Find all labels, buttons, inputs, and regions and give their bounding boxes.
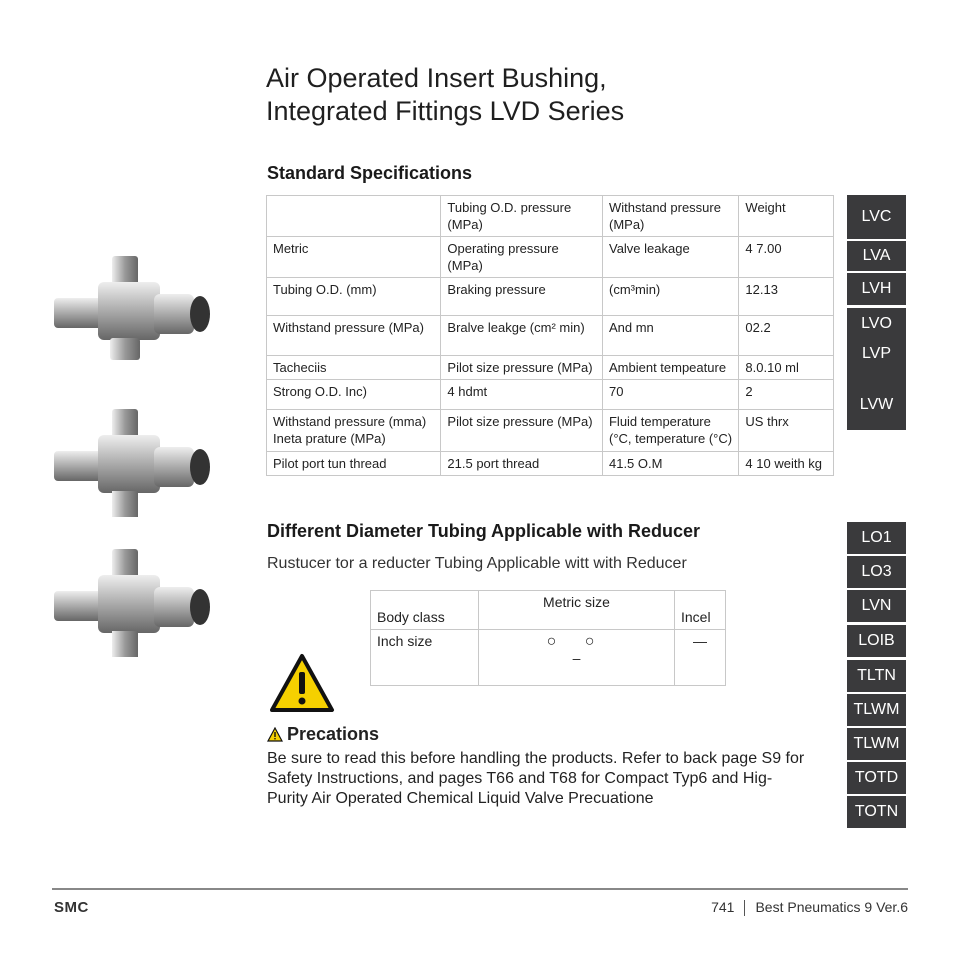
spec-cell: 12.13 — [739, 278, 834, 316]
title-line-1: Air Operated Insert Bushing, — [266, 63, 607, 93]
tab-lva[interactable]: LVA — [847, 241, 906, 271]
tab-totn[interactable]: TOTN — [847, 796, 906, 828]
spec-cell: 70 — [602, 380, 738, 410]
tab-tlwm[interactable]: TLWM — [847, 694, 906, 726]
row-label: Inch size — [371, 630, 479, 686]
tab-lvp[interactable]: LVP — [861, 345, 892, 362]
spec-cell: Tubing O.D. (mm) — [267, 278, 441, 316]
reducer-subtitle: Rustucer tor a reducter Tubing Applicable witt with Reducer — [267, 555, 687, 572]
spec-row — [267, 380, 834, 410]
precautions-heading — [267, 724, 379, 745]
spec-cell: Pilot port tun thread — [267, 452, 441, 476]
spec-cell: Withstand pressure (MPa) — [267, 316, 441, 356]
smc-logo: SMC — [54, 899, 89, 916]
spec-cell: Fluid temperature (°C, temperature (°C) — [602, 410, 738, 452]
metric-dash: – — [572, 650, 581, 666]
tab-lvo[interactable]: LVO — [861, 315, 892, 332]
tab-loib[interactable]: LOIB — [847, 625, 906, 657]
spec-cell: Tacheciis — [267, 356, 441, 380]
spec-cell: Pilot size pressure (MPa) — [441, 410, 603, 452]
page-footer — [711, 899, 908, 916]
reducer-heading: Different Diameter Tubing Applicable with Reducer — [267, 521, 701, 541]
spec-cell: Weight — [739, 196, 834, 237]
spec-heading: Standard Specifications — [267, 163, 473, 183]
spec-row — [267, 356, 834, 380]
spec-cell: And mn — [602, 316, 738, 356]
book-title: Best Pneumatics 9 Ver.6 — [755, 899, 908, 915]
header-body-class: Body class — [371, 591, 479, 630]
spec-cell: Strong O.D. Inc) — [267, 380, 441, 410]
spec-cell: 4 10 weith kg — [739, 452, 834, 476]
spec-cell: Tubing O.D. pressure (MPa) — [441, 196, 603, 237]
spec-cell: Operating pressure (MPa) — [441, 237, 603, 278]
metric-marks: ○ ○ — [546, 633, 607, 650]
precautions-text: Be sure to read this before handling the products. Refer to back page S9 for Safety Instructions, and pages T66 and T68 for Compact Typ6 and Hig-Purity Air Operated Chemical Liquid Valve Precuatione — [267, 750, 805, 807]
tab-tlwm[interactable]: TLWM — [847, 728, 906, 760]
spec-cell — [267, 196, 441, 237]
page-title — [266, 62, 624, 128]
tab-lvn[interactable]: LVN — [847, 590, 906, 622]
tab-lvc[interactable]: LVC — [847, 195, 906, 239]
precautions-title: Precations — [287, 724, 380, 744]
spec-table — [266, 195, 834, 476]
inch-value: — — [675, 630, 726, 686]
spec-header-row — [267, 196, 834, 237]
page-number: 741 — [711, 899, 735, 915]
small-warning-icon — [267, 727, 283, 742]
spec-cell: (cm³min) — [602, 278, 738, 316]
spec-cell: Withstand pressure (mma) Ineta prature (MPa) — [267, 410, 441, 452]
spec-cell: Withstand pressure (MPa) — [602, 196, 738, 237]
spec-cell: Metric — [267, 237, 441, 278]
spec-cell: Braking pressure — [441, 278, 603, 316]
spec-row — [267, 278, 834, 316]
spec-cell: Valve leakage — [602, 237, 738, 278]
header-inch: Incel — [675, 591, 726, 630]
fitting-image-tee-male — [50, 405, 220, 525]
footer-divider — [52, 888, 908, 890]
spec-cell: 41.5 O.M — [602, 452, 738, 476]
spec-row — [267, 316, 834, 356]
tab-group-lvo-lvp-lvw[interactable] — [847, 308, 906, 430]
spec-row — [267, 452, 834, 476]
warning-icon — [268, 652, 336, 714]
spec-cell: 02.2 — [739, 316, 834, 356]
spec-cell: 2 — [739, 380, 834, 410]
spec-cell: Ambient tempeature — [602, 356, 738, 380]
footer-separator — [744, 900, 745, 916]
tab-lo3[interactable]: LO3 — [847, 556, 906, 588]
spec-cell: Pilot size pressure (MPa) — [441, 356, 603, 380]
spec-row — [267, 237, 834, 278]
spec-cell: 4 hdmt — [441, 380, 603, 410]
tab-tltn[interactable]: TLTN — [847, 660, 906, 692]
spec-row — [267, 410, 834, 452]
tab-lvw[interactable]: LVW — [859, 396, 894, 413]
header-metric-size: Metric size — [479, 591, 675, 630]
fitting-image-tee-male-2 — [50, 545, 220, 665]
tab-totd[interactable]: TOTD — [847, 762, 906, 794]
reducer-table — [370, 590, 726, 686]
tab-lo1[interactable]: LO1 — [847, 522, 906, 554]
spec-cell: Bralve leakge (cm² min) — [441, 316, 603, 356]
tab-lvh[interactable]: LVH — [847, 273, 906, 305]
spec-cell: 21.5 port thread — [441, 452, 603, 476]
title-line-2: Integrated Fittings LVD Series — [266, 96, 625, 126]
spec-cell: US thrx — [739, 410, 834, 452]
spec-cell: 8.0.10 ml — [739, 356, 834, 380]
spec-cell: 4 7.00 — [739, 237, 834, 278]
fitting-image-cross — [50, 250, 220, 370]
